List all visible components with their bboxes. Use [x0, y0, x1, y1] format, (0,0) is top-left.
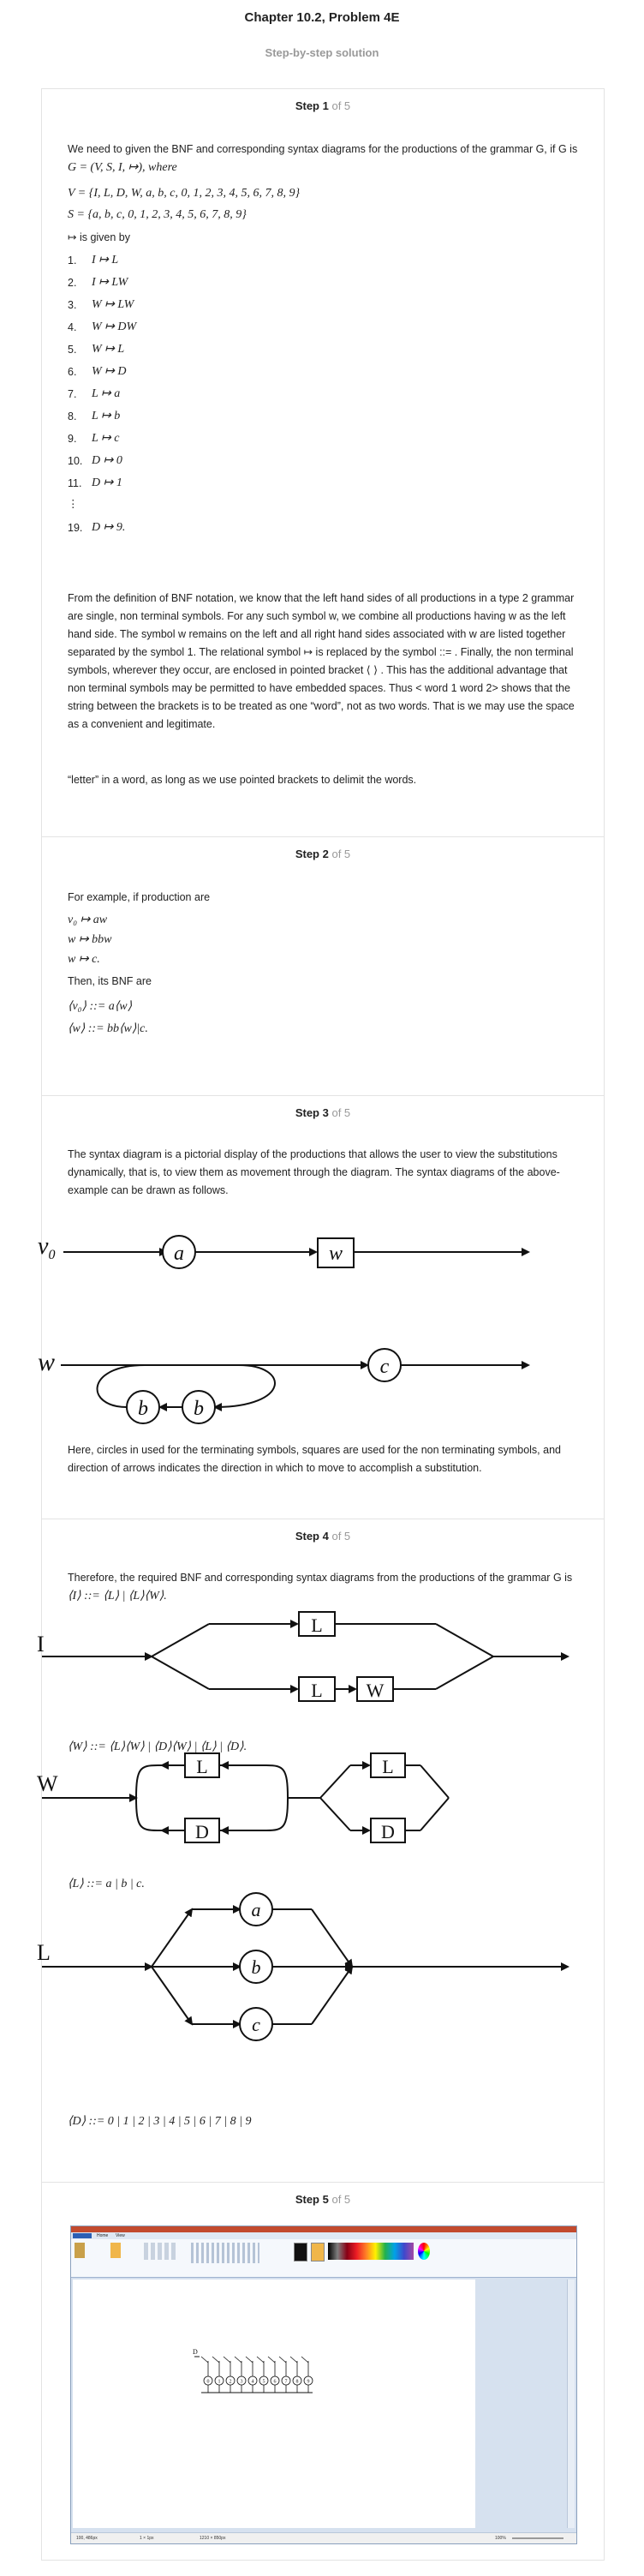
- digit-label: 1: [218, 2379, 221, 2385]
- syntax-diagram-intro: The syntax diagram is a pictorial display of the productions that allows the user to view the substitutions dynamically, that is, to view them as movement through the diagram. The syntax diagrams of the above-example can be drawn as follows.: [68, 1148, 560, 1196]
- l-diagram: [37, 1893, 568, 2040]
- digit-branch-line: [268, 2357, 275, 2363]
- nonterminal-l: L: [311, 1614, 323, 1636]
- zoom-slider[interactable]: [512, 2537, 564, 2539]
- production-rule: W ↦ LW: [92, 298, 134, 311]
- given-by: ↦ is given by: [68, 231, 131, 243]
- i-diagram: [37, 1612, 568, 1701]
- paint-vertical-scrollbar[interactable]: [567, 2279, 575, 2528]
- step-2-header: Step 2 of 5: [295, 848, 351, 860]
- w-start-label: W: [37, 1771, 58, 1796]
- step-4-card: [37, 1519, 605, 2184]
- terminal-b: b: [194, 1398, 204, 1420]
- step-4-header: Step 4 of 5: [295, 1530, 351, 1543]
- production-rule: L ↦ b: [92, 410, 121, 422]
- bnf-l: ⟨L⟩ ::= a | b | c.: [68, 1878, 145, 1890]
- example-syntax-diagrams: [38, 1207, 604, 1430]
- digit-branch-line: [301, 2357, 308, 2363]
- digit-label: 4: [251, 2379, 254, 2385]
- zoom-level: 100%: [495, 2536, 506, 2541]
- page-title: Chapter 10.2, Problem 4E: [244, 10, 400, 25]
- terminal-c: c: [379, 1356, 390, 1378]
- digit-branch-line: [201, 2357, 208, 2363]
- nonterminal-w: W: [366, 1680, 385, 1701]
- digit-label: 3: [240, 2379, 243, 2385]
- digit-label: 5: [262, 2379, 265, 2385]
- select-button[interactable]: [110, 2243, 121, 2258]
- paint-screenshot: [70, 2226, 577, 2544]
- production-number: 10.: [68, 455, 83, 467]
- bnf-explanation-cont: “letter” in a word, as long as we use pointed brackets to delimit the words.: [68, 774, 417, 786]
- digit-label: 0: [206, 2379, 210, 2385]
- paste-button[interactable]: [75, 2243, 85, 2258]
- example-bnf: ⟨w⟩ ::= bb⟨w⟩|c.: [68, 1022, 148, 1035]
- digit-label: 2: [229, 2379, 232, 2385]
- production-number: 19.: [68, 522, 83, 534]
- page-subtitle: Step-by-step solution: [265, 46, 379, 59]
- production-number: 6.: [68, 366, 77, 378]
- production-rule: W ↦ DW: [92, 321, 137, 333]
- step-1-intro: We need to given the BNF and corresponding syntax diagrams for the productions of the grammar G, if G is G = (V, S, I, ↦), where: [68, 143, 578, 174]
- production-rule: W ↦ D: [92, 365, 127, 378]
- selection-size: 1 × 1px: [140, 2536, 154, 2541]
- production-rule: I ↦ L: [92, 254, 119, 267]
- paint-canvas[interactable]: [73, 2279, 475, 2528]
- production-rule: D ↦ 9.: [92, 521, 126, 534]
- example-production: w ↦ c.: [68, 953, 100, 966]
- digit-label: 7: [284, 2379, 288, 2385]
- digit-branch-line: [224, 2357, 230, 2363]
- production-rule: D ↦ 0: [92, 454, 122, 467]
- nonterminal-l: L: [196, 1756, 208, 1777]
- terminal-b: b: [138, 1398, 148, 1420]
- digit-label: 6: [273, 2379, 277, 2385]
- example-production: v₀ ↦ aw: [68, 914, 108, 926]
- v-set: V = {I, L, D, W, a, b, c, 0, 1, 2, 3, 4, 5, 6, 7, 8, 9}: [68, 187, 301, 200]
- digit-branch-line: [279, 2357, 286, 2363]
- paint-ribbon: [71, 2239, 576, 2278]
- paint-tabbar: [71, 2232, 576, 2239]
- digit-branch-line: [235, 2357, 242, 2363]
- w-start-label: w: [38, 1348, 56, 1376]
- digit-branch-line: [246, 2357, 253, 2363]
- bnf-w: ⟨W⟩ ::= ⟨L⟩⟨W⟩ | ⟨D⟩⟨W⟩ | ⟨L⟩ | ⟨D⟩.: [68, 1740, 247, 1753]
- paint-titlebar: [71, 2226, 576, 2232]
- production-number: 3.: [68, 299, 77, 311]
- production-number: 5.: [68, 344, 77, 356]
- paint-file-menu[interactable]: [73, 2233, 92, 2238]
- cursor-position: 100, 486px: [76, 2536, 98, 2541]
- step-4-intro: Therefore, the required BNF and corresponding syntax diagrams from the productions of the grammar G is ⟨I⟩ ::= ⟨L⟩ | ⟨L⟩⟨W⟩.: [68, 1572, 573, 1603]
- edit-colors-button[interactable]: [418, 2243, 430, 2260]
- tab-home[interactable]: Home: [97, 2233, 109, 2238]
- step-5-header: Step 5 of 5: [295, 2193, 351, 2206]
- example-production: w ↦ bbw: [68, 933, 112, 946]
- production-rule: L ↦ a: [92, 387, 121, 400]
- step-3-header: Step 3 of 5: [295, 1106, 351, 1119]
- terminal-a: a: [174, 1243, 184, 1265]
- production-rule: L ↦ c: [92, 432, 120, 445]
- then-bnf: Then, its BNF are: [68, 975, 152, 987]
- production-number: 4.: [68, 321, 77, 333]
- production-rule: W ↦ L: [92, 343, 125, 356]
- step-5-card: [41, 2182, 605, 2561]
- production-rule: I ↦ LW: [92, 276, 128, 289]
- terminal-c: c: [252, 2014, 260, 2035]
- shapes-gallery[interactable]: [191, 2243, 259, 2263]
- w-diagram: [37, 1753, 449, 1842]
- production-number: 7.: [68, 388, 77, 400]
- step-2-card: [41, 836, 605, 1097]
- nonterminal-d: D: [195, 1821, 209, 1842]
- bnf-explanation: From the definition of BNF notation, we know that the left hand sides of all productions in a type 2 grammar are single, non terminal symbols. For any such symbol w, we combine all productions having w as the left hand side. The symbol w remains on the left and all right hand sides associated with w are listed together separated by the symbol 1. The relational symbol ↦ is replaced by the symbol ::= . Finally, the non terminal symbols, wherever they occur, are enclosed in pointed bracket ⟨ ⟩ . This has the additional advantage that non terminal symbols may be permitted to have embedded spaces. Thus < word 1 word 2> shows that the string between the brackets is to be treated as one “word”, not as two words. That is we may use the space as a convenient and legitimate.: [68, 592, 575, 730]
- production-number: 2.: [68, 277, 77, 289]
- step-3-card: [38, 1095, 605, 1520]
- production-rule: D ↦ 1: [92, 476, 122, 489]
- tab-view[interactable]: View: [116, 2233, 125, 2238]
- digit-branches: [201, 2357, 313, 2393]
- digit-branch-line: [212, 2357, 219, 2363]
- nonterminal-l: L: [311, 1680, 323, 1701]
- digit-label: 9: [307, 2379, 310, 2385]
- step-2-intro: For example, if production are: [68, 891, 211, 903]
- color-palette[interactable]: [328, 2243, 414, 2260]
- nonterminal-w: w: [328, 1243, 343, 1265]
- syntax-legend-text: Here, circles in used for the terminating symbols, squares are used for the non terminating symbols, and direction of arrows indicates the direction in which to move to accomplish a substitution.: [68, 1444, 561, 1474]
- v0-diagram: [38, 1233, 528, 1268]
- nonterminal-d: D: [381, 1821, 395, 1842]
- d-start-label: D: [193, 2348, 198, 2356]
- v0-start-label: $v_0$: [38, 1233, 56, 1262]
- digit-branch-line: [290, 2357, 297, 2363]
- terminal-a: a: [251, 1899, 261, 1920]
- step-1-card: [41, 88, 605, 838]
- l-start-label: L: [37, 1940, 51, 1965]
- i-start-label: I: [37, 1632, 45, 1656]
- step-1-header: Step 1 of 5: [295, 99, 351, 112]
- terminal-b: b: [251, 1956, 261, 1978]
- digit-branch-line: [257, 2357, 264, 2363]
- nonterminal-l: L: [382, 1756, 394, 1777]
- tools-group: [144, 2243, 178, 2260]
- production-number: ⋮: [68, 498, 79, 510]
- production-number: 9.: [68, 433, 77, 445]
- production-number: 11.: [68, 477, 82, 489]
- grammar-syntax-diagrams: [37, 1605, 604, 2068]
- w-diagram: [38, 1348, 528, 1423]
- production-number: 8.: [68, 410, 77, 422]
- d-syntax-drawing: [73, 2279, 475, 2528]
- color-1-swatch[interactable]: [294, 2243, 307, 2261]
- image-size: 1210 × 850px: [200, 2536, 226, 2541]
- digit-label: 8: [295, 2379, 299, 2385]
- production-number: 1.: [68, 255, 77, 267]
- bnf-d: ⟨D⟩ ::= 0 | 1 | 2 | 3 | 4 | 5 | 6 | 7 | 8 | 9: [68, 2115, 252, 2128]
- example-bnf: ⟨v₀⟩ ::= a⟨w⟩: [68, 1000, 133, 1013]
- paint-statusbar: [71, 2532, 576, 2543]
- color-2-swatch[interactable]: [311, 2243, 325, 2261]
- s-set: S = {a, b, c, 0, 1, 2, 3, 4, 5, 6, 7, 8, 9}: [68, 208, 247, 221]
